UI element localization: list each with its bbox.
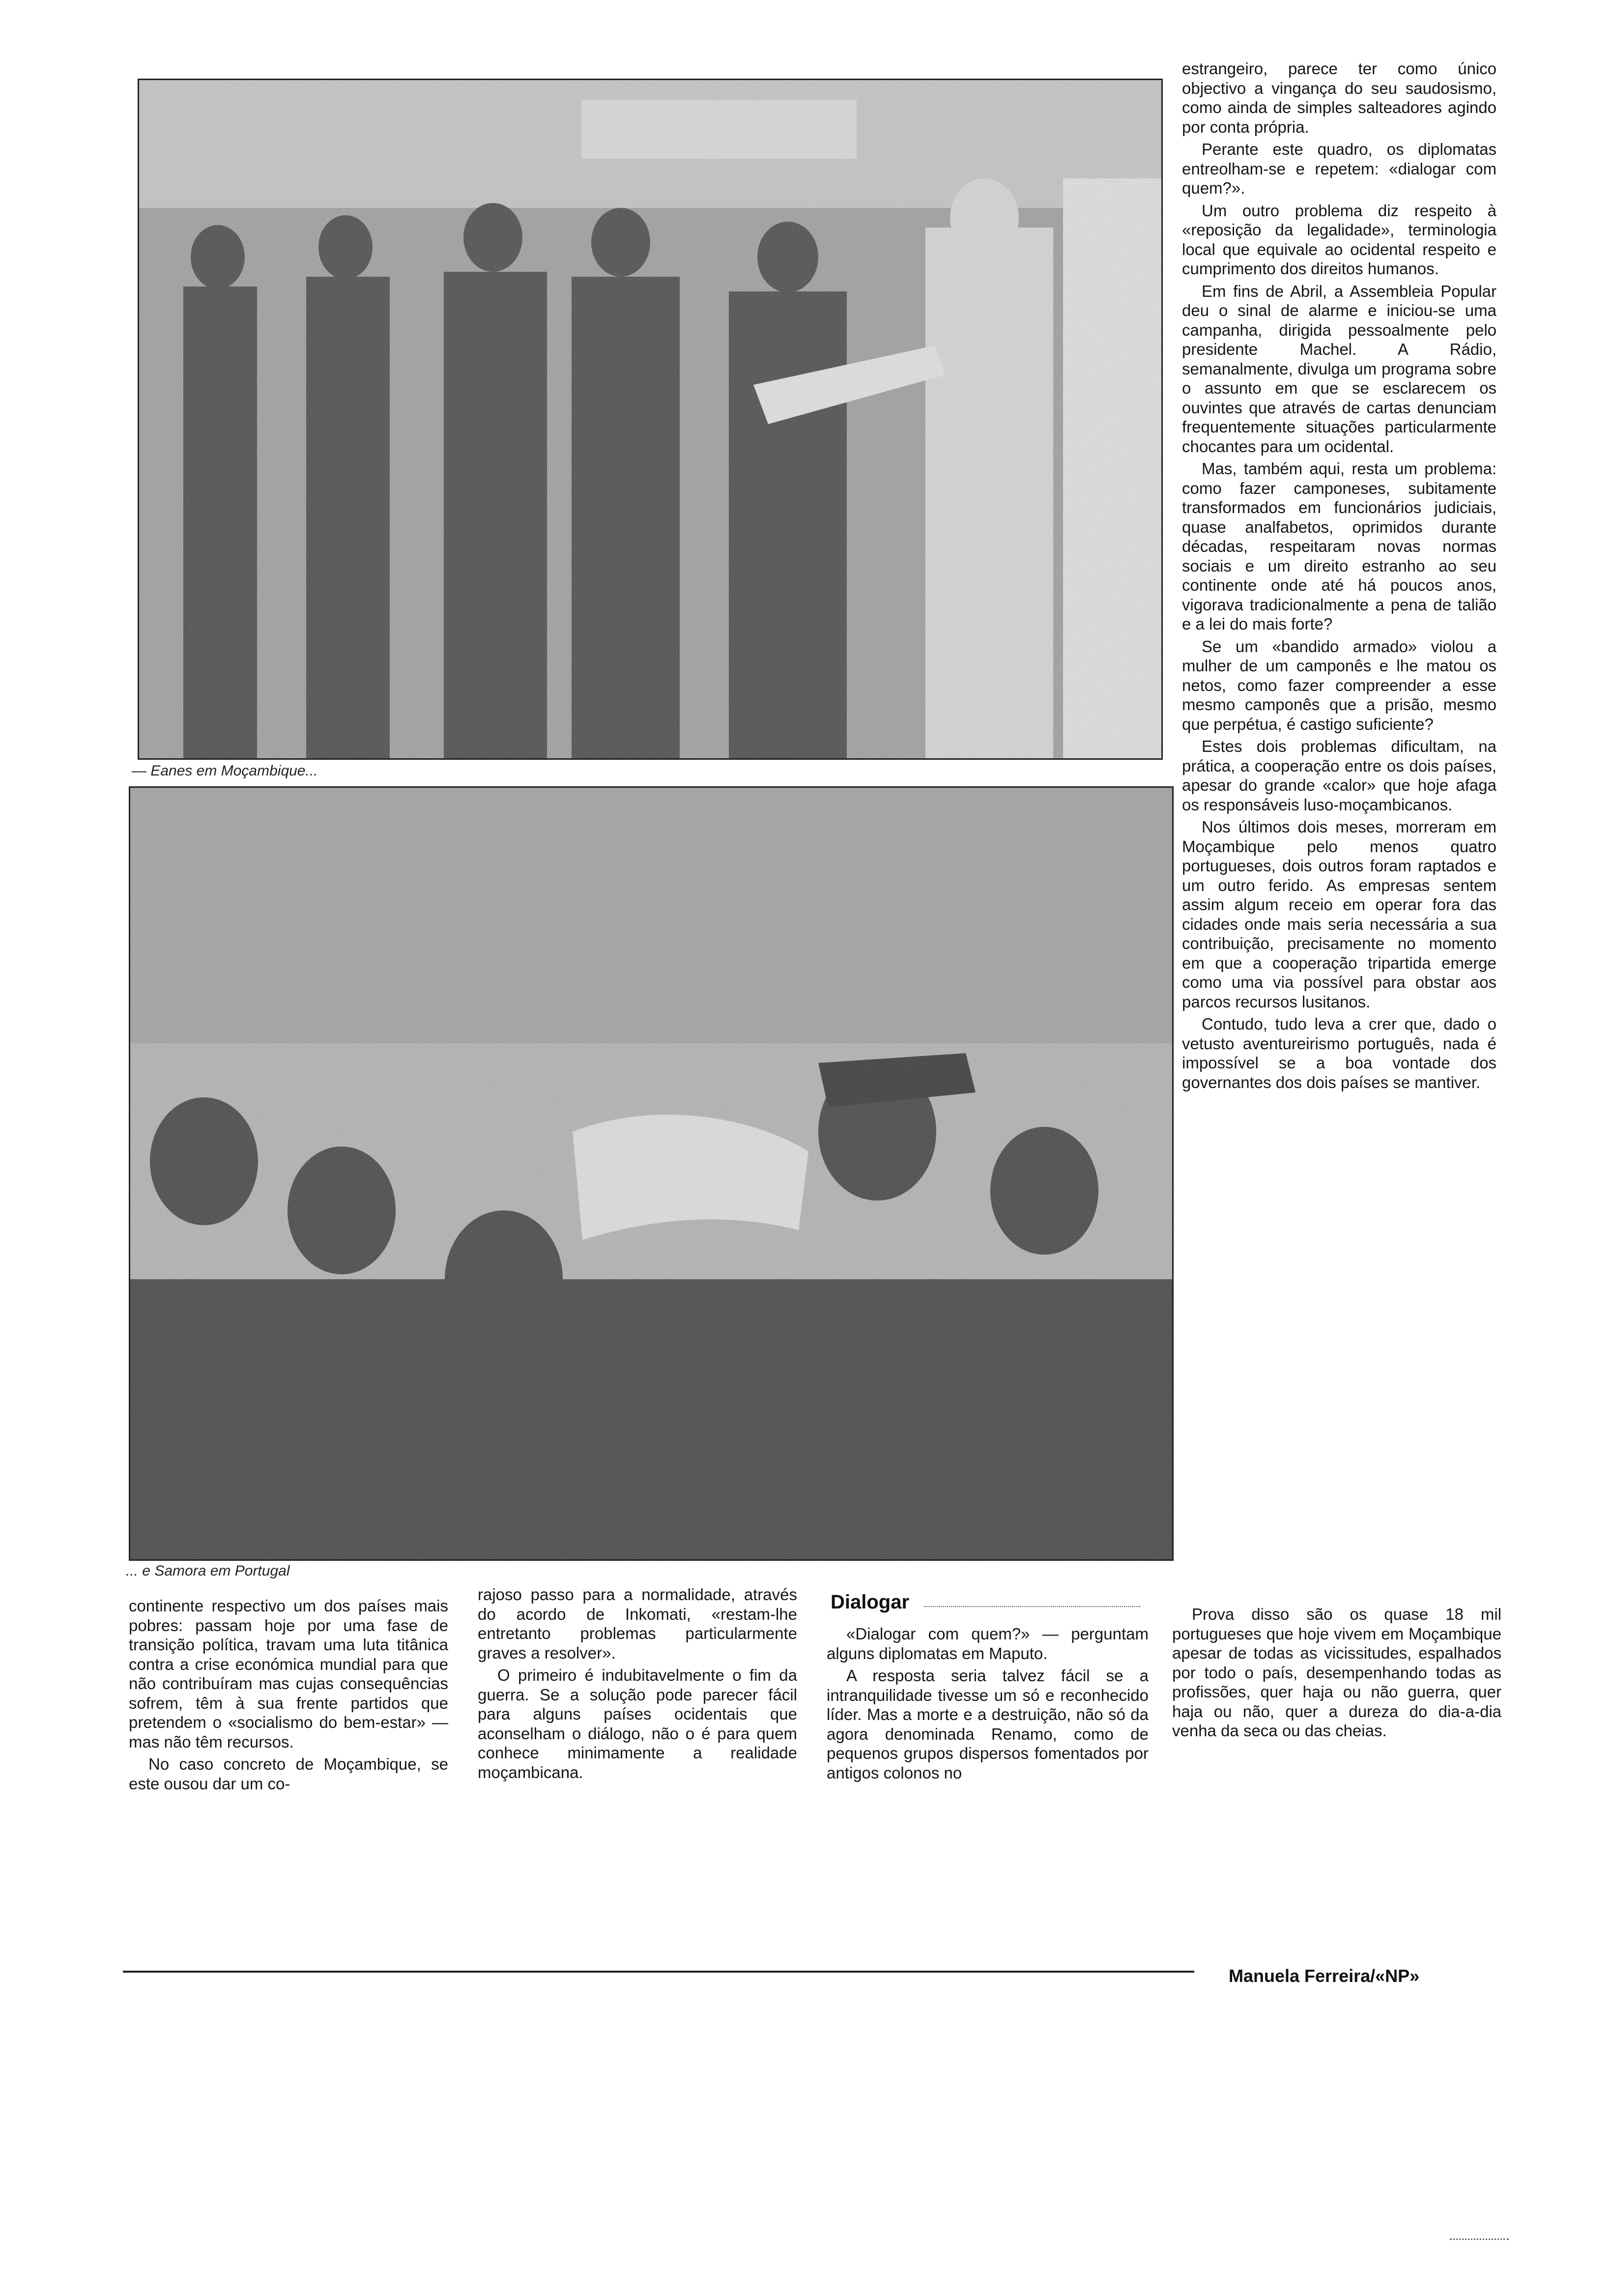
bottom-column-3 <box>827 1624 1149 1785</box>
photo-caption-eanes: — Eanes em Moçambique... <box>132 763 318 779</box>
paragraph: estrangeiro, parece ter como único objectivo a vingança do seu saudosismo, como ainda de simples salteadores agindo por conta própria. <box>1182 59 1497 136</box>
paragraph: «Dialogar com quem?» — perguntam alguns diplomatas em Maputo. <box>827 1625 1149 1663</box>
paragraph: Prova disso são os quase 18 mil portugueses que hoje vivem em Moçambique apesar de todas as vicissitudes, espalhados por todo o país, desempenhando todas as profissões, quer haja ou não guerra, quer haja ou não, quer a dureza do dia-a-dia venha da seca ou das cheias. <box>1172 1605 1501 1740</box>
paragraph: Perante este quadro, os diplomatas entreolham-se e repetem: «dialogar com quem?». <box>1182 140 1497 197</box>
photo-caption-samora: ... e Samora em Portugal <box>126 1563 290 1579</box>
paragraph: continente respectivo um dos países mais pobres: passam hoje por uma fase de transição política, travam uma luta titânica contra a crise económica mundial para que não contribuíram mas cujas consequências sofrem, têm à sua frente partidos que pretendem o «socialismo do bem-estar» — mas não têm recursos. <box>129 1597 448 1751</box>
paragraph: Em fins de Abril, a Assembleia Popular deu o sinal de alarme e iniciou-se uma campanha, dirigida pessoalmente pelo presidente Machel. A Rádio, semanalmente, divulga um programa sobre o assunto em que se esclarecem os ouvintes que através de cartas denunciam frequentemente situações particularmente chocantes para um ocidental. <box>1182 282 1497 456</box>
paragraph: Estes dois problemas dificultam, na prática, a cooperação entre os dois países, apesar do grande «calor» que hoje afaga os responsáveis luso-moçambicanos. <box>1182 737 1497 814</box>
photo-samora-portugal <box>129 786 1174 1561</box>
photo-samora-image <box>130 788 1172 1559</box>
bottom-column-4 <box>1172 1605 1501 1744</box>
subhead-rule <box>924 1606 1140 1607</box>
paragraph: Nos últimos dois meses, morreram em Moçambique pelo menos quatro portugueses, dois outros foram raptados e um outro ferido. As empresas sentem assim algum receio em operar fora das cidades onde mais seria necessária a sua contribuição, precisamente no momento em que a cooperação tripartida emerge como uma via possível para obstar aos parcos recursos lusitanos. <box>1182 818 1497 1011</box>
bottom-rule <box>123 1971 1194 1973</box>
bottom-column-1 <box>129 1596 448 1796</box>
photo-eanes-mozambique <box>138 79 1163 760</box>
byline: Manuela Ferreira/«NP» <box>1229 1966 1420 1986</box>
paragraph: Um outro problema diz respeito à «reposição da legalidade», terminologia local que equivale ao ocidental respeito e cumprimento dos direitos humanos. <box>1182 201 1497 278</box>
paragraph: Mas, também aqui, resta um problema: como fazer camponeses, subitamente transformados em funcionários judiciais, quase analfabetos, oprimidos durante décadas, respeitaram novas normas sociais e um direito estranho ao seu continente onde até há poucos anos, vigorava tradicionalmente a pena de talião e a lei do mais forte? <box>1182 459 1497 633</box>
scan-speck <box>1450 2239 1509 2240</box>
bottom-column-2 <box>478 1585 797 1785</box>
photo-eanes-image <box>139 80 1161 758</box>
section-subhead: Dialogar <box>831 1591 910 1613</box>
right-column-text <box>1182 59 1497 1095</box>
paragraph: O primeiro é indubitavelmente o fim da guerra. Se a solução pode parecer fácil para alguns países ocidentais que aconselham o diálogo, não o é para quem conhece minimamente a realidade moçambicana. <box>478 1666 797 1781</box>
paragraph: Se um «bandido armado» violou a mulher de um camponês e lhe matou os netos, como fazer compreender a esse mesmo camponês que a prisão, mesmo que perpétua, é castigo suficiente? <box>1182 637 1497 733</box>
paragraph: Contudo, tudo leva a crer que, dado o vetusto aventureirismo português, nada é impossível se a boa vontade dos governantes dos dois países se mantiver. <box>1182 1015 1497 1091</box>
paragraph: A resposta seria talvez fácil se a intranquilidade tivesse um só e reconhecido líder. Mas a morte e a destruição, não só da agora denominada Renamo, como de pequenos grupos dispersos fomentados por antigos colonos no <box>827 1666 1149 1782</box>
paragraph: rajoso passo para a normalidade, através do acordo de Inkomati, «restam-lhe entretanto problemas particularmente graves a resolver». <box>478 1585 797 1662</box>
paragraph: No caso concreto de Moçambique, se este ousou dar um co- <box>129 1755 448 1793</box>
